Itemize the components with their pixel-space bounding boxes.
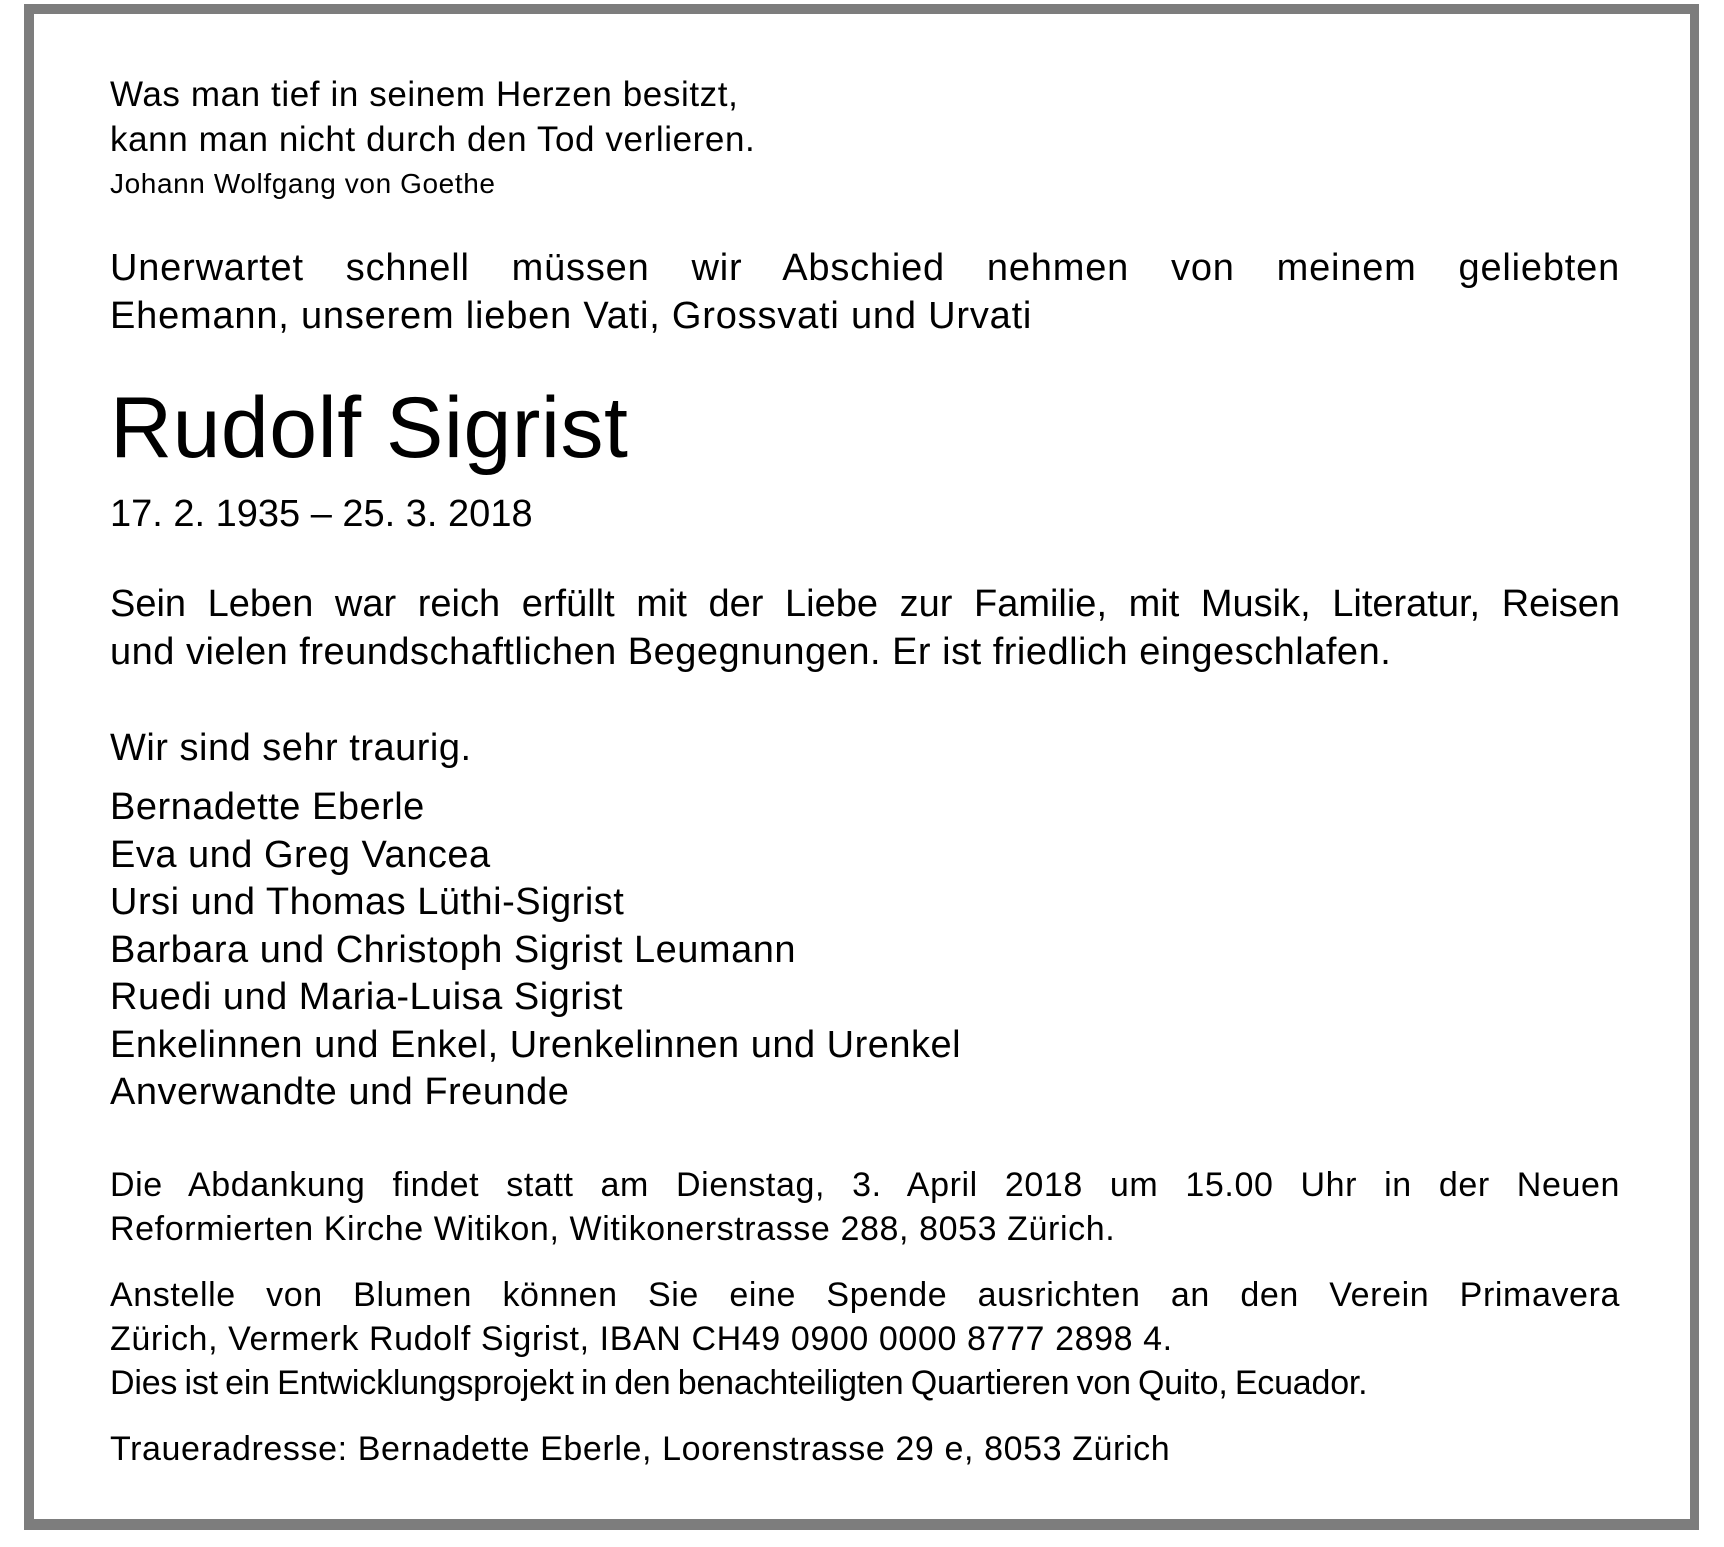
mourner-item: Eva und Greg Vancea [110,833,491,876]
intro-line-1: Unerwartet schnell müssen wir Abschied nehmen von meinem geliebten [110,247,1620,289]
life-description [110,580,1620,676]
quote-line-1: Was man tief in seinem Herzen besitzt, [110,75,739,114]
life-line-1: Sein Leben war reich erfüllt mit der Liebe zur Familie, mit Musik, Literatur, Reisen [110,583,1620,625]
donation-line-3: Dies ist ein Entwicklungsprojekt in den benachteiligten Quartieren von Quito, Ecuador. [110,1363,1368,1402]
quote-author: Johann Wolfgang von Goethe [110,168,496,199]
mourner-item: Enkelinnen und Enkel, Urenkelinnen und Urenkel [110,1023,962,1066]
mourning-address: Traueradresse: Bernadette Eberle, Loorenstrasse 29 e, 8053 Zürich [110,1429,1171,1468]
mourners-list [110,784,1620,1117]
deceased-name: Rudolf Sigrist [110,380,629,476]
donation-line-2: Zürich, Vermerk Rudolf Sigrist, IBAN CH49 0900 0000 8777 2898 4. [110,1319,1173,1358]
mourner-item: Anverwandte und Freunde [110,1071,570,1113]
mourner-item: Bernadette Eberle [110,786,425,828]
life-line-2: und vielen freundschaftlichen Begegnungen. Er ist friedlich eingeschlafen. [110,631,1392,673]
ceremony-info [110,1163,1620,1251]
epigraph-quote [110,72,1620,162]
life-dates: 17. 2. 1935 – 25. 3. 2018 [110,493,533,535]
mourner-item: Ruedi und Maria-Luisa Sigrist [110,976,623,1018]
sad-statement: Wir sind sehr traurig. [110,727,472,769]
obituary-notice [110,72,1620,1471]
intro-text [110,244,1620,340]
donation-line-1: Anstelle von Blumen können Sie eine Spende ausrichten an den Verein Primavera [110,1275,1620,1314]
intro-line-2: Ehemann, unserem lieben Vati, Grossvati und Urvati [110,295,1033,337]
quote-line-2: kann man nicht durch den Tod verlieren. [110,120,756,159]
mourner-item: Barbara und Christoph Sigrist Leumann [110,928,796,971]
ceremony-line-1: Die Abdankung findet statt am Dienstag, 3. April 2018 um 15.00 Uhr in der Neuen [110,1165,1620,1204]
ceremony-line-2: Reformierten Kirche Witikon, Witikonerstrasse 288, 8053 Zürich. [110,1209,1116,1248]
donation-info [110,1273,1620,1405]
mourner-item: Ursi und Thomas Lüthi-Sigrist [110,881,625,923]
